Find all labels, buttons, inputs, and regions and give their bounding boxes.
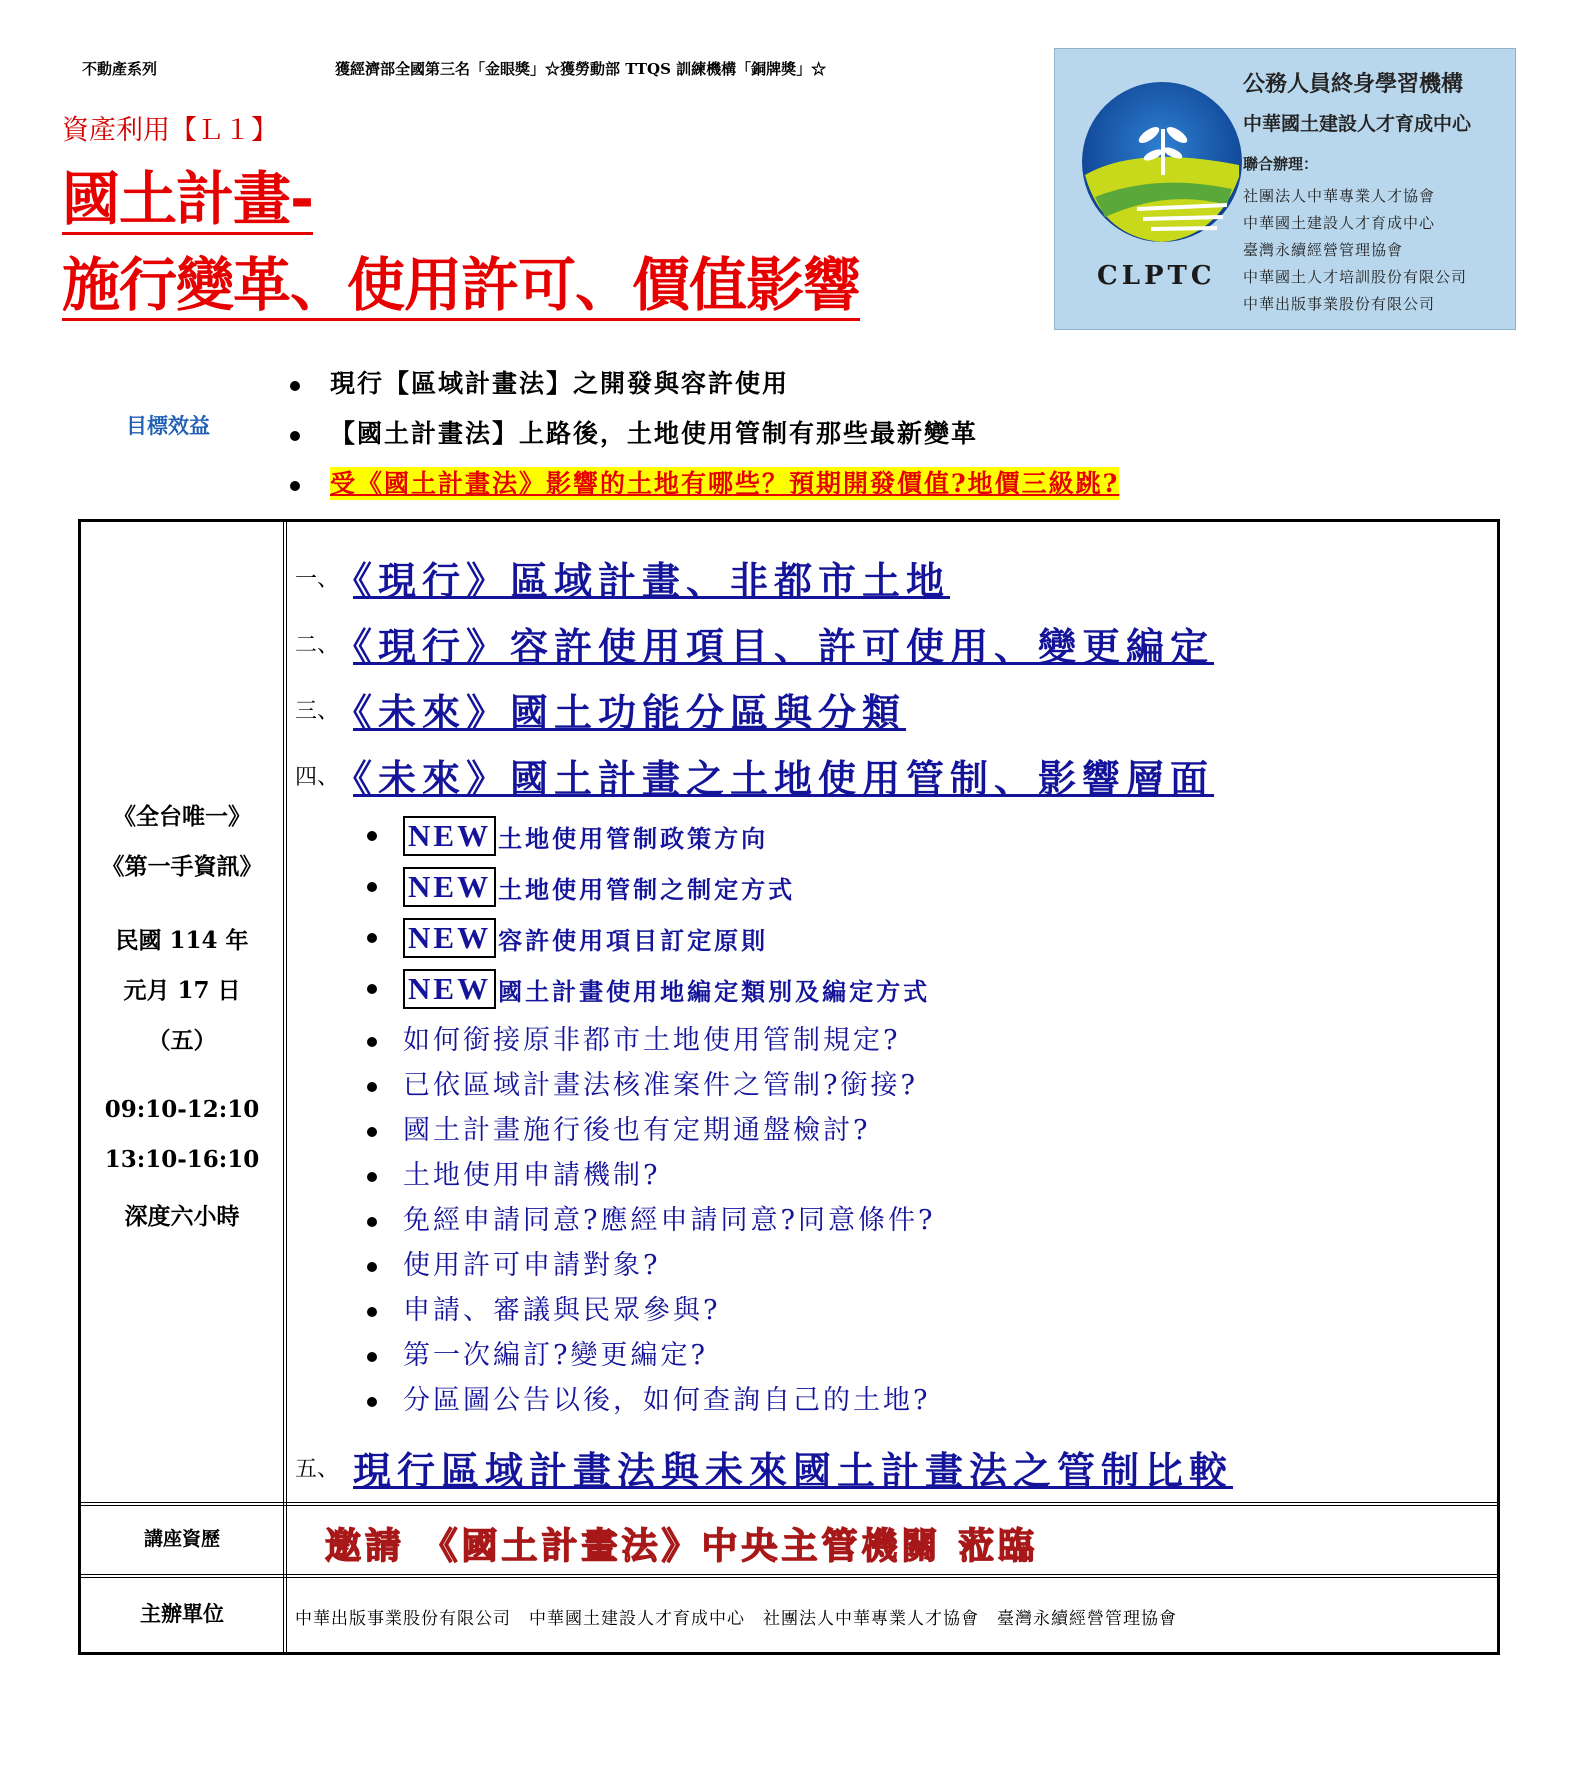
- page-title-line1: 國土計畫-: [62, 165, 314, 233]
- logo-joint-list: [1243, 183, 1467, 318]
- series-label: 不動產系列: [82, 60, 158, 78]
- sub-item: 已依區域計畫法核准案件之管制?銜接?: [367, 1063, 918, 1102]
- new-badge: NEW: [403, 969, 496, 1009]
- logo-org-name: 公務人員終身學習機構: [1243, 71, 1464, 97]
- joint-member: 社團法人中華專業人才協會: [1243, 187, 1436, 205]
- new-item: NEW 容許使用項目訂定原則: [367, 918, 768, 958]
- bullet-icon: [367, 984, 377, 994]
- joint-member: 中華國土人才培訓股份有限公司: [1243, 268, 1468, 286]
- bullet-icon: [367, 933, 377, 943]
- new-badge: NEW: [403, 816, 496, 856]
- bullet-icon: [367, 1307, 377, 1317]
- organizers-label: 主辦單位: [140, 1601, 224, 1626]
- schedule-time-afternoon: 13:10-16:10: [104, 1146, 260, 1173]
- sub-item: 國土計畫施行後也有定期通盤檢討?: [367, 1108, 870, 1147]
- bullet-icon: [367, 1217, 377, 1227]
- schedule-date-day: 元月 17 日: [123, 977, 241, 1004]
- sub-item: 申請、審議與民眾參與?: [367, 1288, 720, 1327]
- course-category: 資產利用【Ｌ１】: [62, 115, 278, 146]
- organizers-text: 中華出版事業股份有限公司 中華國土建設人才育成中心 社團法人中華專業人才協會 臺灣永續經營管理協會: [295, 1609, 1177, 1629]
- bullet-icon: [367, 1352, 377, 1362]
- logo-abbreviation: CLPTC: [1097, 261, 1216, 291]
- logo-joint-label: 聯合辦理：: [1243, 155, 1319, 173]
- lecturer-label: 講座資歷: [143, 1528, 220, 1550]
- bullet-icon: [367, 1397, 377, 1407]
- bullet-icon: [290, 431, 300, 441]
- new-item: NEW 土地使用管制政策方向: [367, 816, 768, 856]
- sub-item: 使用許可申請對象?: [367, 1243, 660, 1282]
- awards-text: 獲經濟部全國第三名「金眼獎」☆獲勞動部 TTQS 訓練機構「銅牌獎」☆: [335, 60, 827, 78]
- sub-item: 土地使用申請機制?: [367, 1153, 660, 1192]
- sub-item: 免經申請同意?應經申請同意?同意條件?: [367, 1198, 935, 1237]
- new-item: NEW 國土計畫使用地編定類別及編定方式: [367, 969, 930, 1009]
- bullet-icon: [367, 831, 377, 841]
- bullet-icon: [367, 882, 377, 892]
- joint-member: 中華出版事業股份有限公司: [1243, 295, 1436, 313]
- sub-item: 如何銜接原非都市土地使用管制規定?: [367, 1018, 900, 1057]
- topic-item: 五、 現行區域計畫法與未來國土計畫法之管制比較: [295, 1448, 1234, 1493]
- topic-item: 二、 《現行》容許使用項目、許可使用、變更編定: [295, 624, 1215, 669]
- new-badge: NEW: [403, 867, 496, 907]
- lecturer-text: 邀請 《國土計畫法》中央主管機關 蒞臨: [325, 1525, 1039, 1567]
- topic-item: 一、 《現行》區域計畫、非都市土地: [295, 558, 951, 603]
- schedule-duration: 深度六小時: [124, 1203, 240, 1230]
- bullet-icon: [367, 1127, 377, 1137]
- new-badge: NEW: [403, 918, 496, 958]
- course-table: [78, 519, 1500, 1655]
- bullet-icon: [367, 1172, 377, 1182]
- schedule-date-year: 民國 114 年: [115, 927, 249, 954]
- benefit-item: 【國土計畫法】上路後，土地使用管制有那些最新變革: [290, 414, 978, 450]
- schedule-time-morning: 09:10-12:10: [104, 1096, 260, 1123]
- benefit-item: 現行【區域計畫法】之開發與容許使用: [290, 364, 789, 400]
- page-title-line2: 施行變革、使用許可、價值影響: [62, 251, 861, 319]
- schedule-firsthand: 《第一手資訊》: [101, 853, 263, 880]
- bullet-icon: [290, 381, 300, 391]
- bullet-icon: [367, 1082, 377, 1092]
- bullet-icon: [367, 1262, 377, 1272]
- benefits-label: 目標效益: [126, 413, 210, 438]
- bullet-icon: [367, 1037, 377, 1047]
- logo-center-name: 中華國土建設人才育成中心: [1243, 113, 1472, 135]
- bullet-icon: [290, 481, 300, 491]
- joint-member: 中華國土建設人才育成中心: [1243, 214, 1436, 232]
- topic-item: 三、 《未來》國土功能分區與分類: [295, 690, 907, 735]
- new-item: NEW 土地使用管制之制定方式: [367, 867, 795, 907]
- sub-item: 分區圖公告以後，如何查詢自己的土地?: [367, 1378, 930, 1417]
- sub-item: 第一次編訂?變更編定?: [367, 1333, 708, 1372]
- sprout-logo-icon: [1077, 77, 1247, 247]
- benefit-item-highlighted: 受《國土計畫法》影響的土地有哪些？預期開發價值?地價三級跳?: [290, 464, 1119, 500]
- joint-member: 臺灣永續經營管理協會: [1243, 241, 1404, 259]
- organizer-logo-panel: [1054, 48, 1516, 330]
- topic-item: 四、 《未來》國土計畫之土地使用管制、影響層面: [295, 756, 1215, 801]
- schedule-weekday: （五）: [147, 1027, 217, 1054]
- schedule-exclusive: 《全台唯一》: [113, 803, 251, 830]
